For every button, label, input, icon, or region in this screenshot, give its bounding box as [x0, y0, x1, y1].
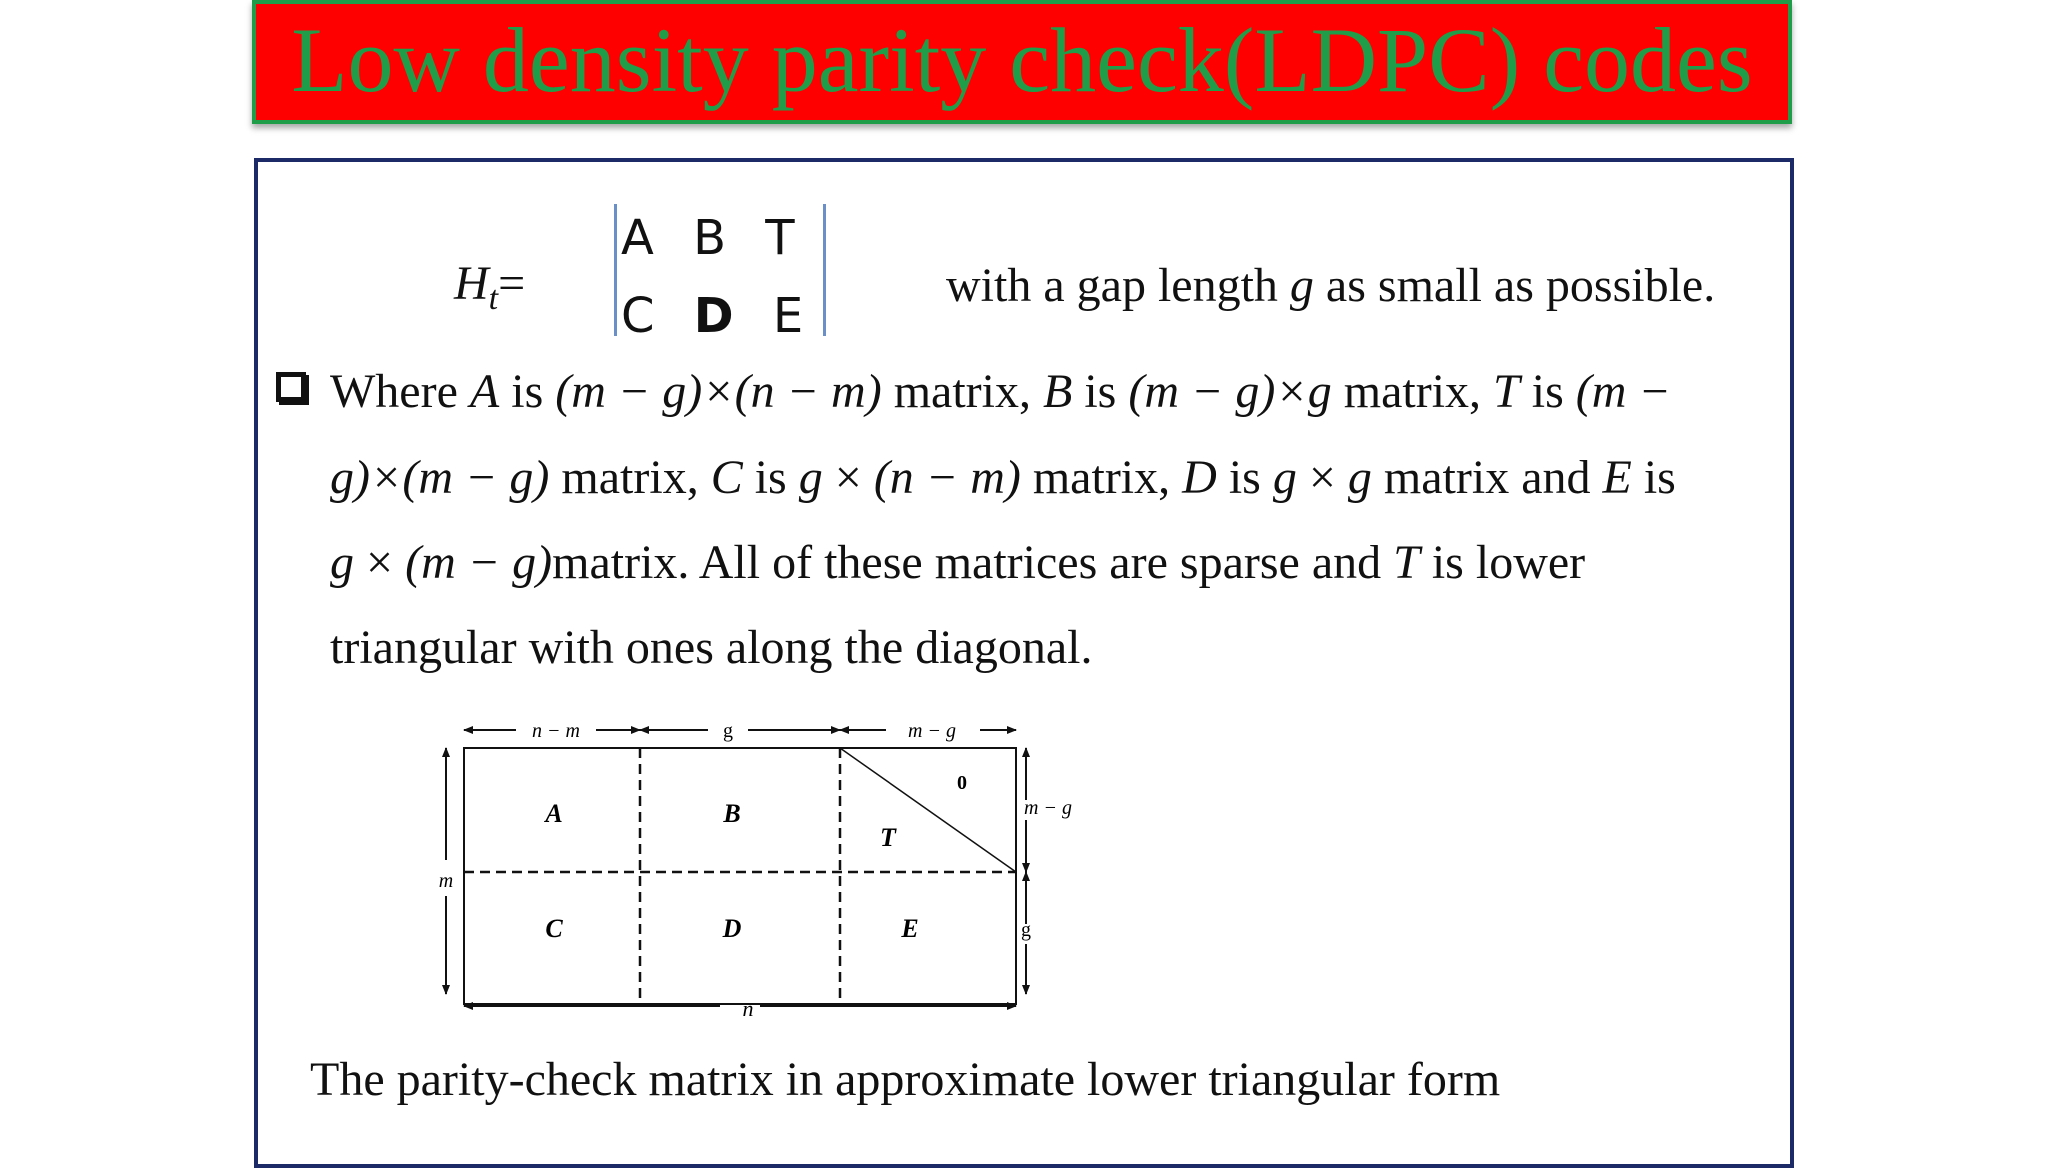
- paragraph-line2-run-6: (n − m): [873, 451, 1021, 504]
- paragraph-line-3: [330, 535, 1585, 590]
- paragraph-line-4: [330, 620, 1092, 675]
- paragraph-line1-run-6: is: [1072, 365, 1129, 418]
- paragraph-line2-run-9: is: [1216, 451, 1273, 504]
- h-subscript: t: [488, 280, 499, 317]
- paragraph-line3-run-5: is lower: [1419, 536, 1586, 589]
- paragraph-line3-run-3: matrix. All of these matrices are sparse and: [552, 536, 1394, 589]
- matrix-row-1: A B T: [621, 210, 807, 266]
- paragraph-line1-run-9: T: [1493, 365, 1520, 418]
- paragraph-line1-run-1: A: [469, 365, 500, 418]
- paragraph-line3-run-4: T: [1393, 536, 1420, 589]
- matrix-row-2: [621, 288, 816, 344]
- paragraph-line1-run-3: (m − g)×(n − m): [555, 365, 882, 418]
- matrix-e: E: [772, 288, 816, 344]
- paragraph-line2-run-7: matrix,: [1020, 451, 1183, 504]
- paragraph-line2-run-15: is: [1631, 451, 1676, 504]
- paragraph-line2-run-13: matrix and: [1371, 451, 1603, 504]
- matrix-outline: [464, 748, 1016, 1004]
- paragraph-line2-run-14: E: [1602, 451, 1632, 504]
- paragraph-line3-run-0: g: [330, 536, 354, 589]
- paragraph-line2-run-11: ×: [1296, 451, 1348, 504]
- slide-title: Low density parity check(LDPC) codes: [291, 9, 1753, 111]
- block-label-zero: 0: [957, 772, 967, 794]
- paragraph-line-1: [330, 364, 1671, 419]
- paragraph-line1-run-10: is: [1519, 365, 1576, 418]
- paragraph-line2-run-3: is: [742, 451, 799, 504]
- paragraph-line-2: [330, 450, 1676, 505]
- block-matrix: [614, 204, 826, 344]
- title-bar: [252, 0, 1792, 124]
- gap-note-post: as small as possible.: [1313, 259, 1716, 312]
- paragraph-line2-run-1: matrix,: [549, 451, 711, 504]
- t-diagonal: [840, 748, 1016, 872]
- paragraph-line1-run-0: Where: [330, 365, 470, 418]
- label-m-left: m: [438, 870, 454, 892]
- label-m-minus-g-top: m − g: [908, 720, 956, 742]
- paragraph-line2-run-8: D: [1182, 451, 1217, 504]
- block-label-b: B: [723, 799, 741, 828]
- paragraph-line2-run-5: ×: [822, 451, 874, 504]
- paragraph-line1-run-5: B: [1042, 365, 1073, 418]
- block-label-a: A: [545, 799, 563, 828]
- block-label-c: C: [545, 914, 563, 943]
- gap-note: [946, 258, 1715, 313]
- label-g-right: g: [1021, 919, 1031, 941]
- label-n-bottom: n: [742, 996, 754, 1021]
- gap-note-pre: with a gap length: [946, 259, 1290, 312]
- paragraph-line2-run-12: g: [1347, 451, 1372, 504]
- paragraph-line3-run-1: ×: [354, 536, 406, 589]
- paragraph-line2-run-0: g)×(m − g): [330, 451, 550, 504]
- label-m-minus-g-right: m − g: [1024, 797, 1072, 819]
- label-g-top: g: [723, 720, 733, 742]
- matrix-c: C: [621, 288, 667, 344]
- square-bullet-icon: [276, 372, 306, 402]
- matrix-label: [454, 256, 525, 318]
- paragraph-line1-run-2: is: [499, 365, 556, 418]
- paragraph-line4-run-0: triangular with ones along the diagonal.: [330, 621, 1093, 674]
- h-symbol: H: [454, 257, 489, 310]
- paragraph-line2-run-2: C: [710, 451, 743, 504]
- equals-sign: =: [498, 257, 526, 310]
- paragraph-line2-run-10: g: [1272, 451, 1297, 504]
- alt-diagram: [420, 710, 1100, 1030]
- block-label-d: D: [722, 914, 742, 943]
- paragraph-line3-run-2: (m − g): [405, 536, 553, 589]
- paragraph-line1-run-11: (m −: [1575, 365, 1671, 418]
- paragraph-line2-run-4: g: [798, 451, 823, 504]
- matrix-d: D: [693, 288, 746, 344]
- paragraph-line1-run-8: matrix,: [1331, 365, 1494, 418]
- figure-caption: The parity-check matrix in approximate lower triangular form: [310, 1053, 1501, 1106]
- gap-note-var: g: [1289, 259, 1314, 312]
- block-label-t: T: [880, 823, 896, 852]
- paragraph-line1-run-7: (m − g)×g: [1128, 365, 1332, 418]
- label-n-minus-m: n − m: [532, 720, 580, 742]
- paragraph-line1-run-4: matrix,: [881, 365, 1043, 418]
- block-label-e: E: [901, 914, 919, 943]
